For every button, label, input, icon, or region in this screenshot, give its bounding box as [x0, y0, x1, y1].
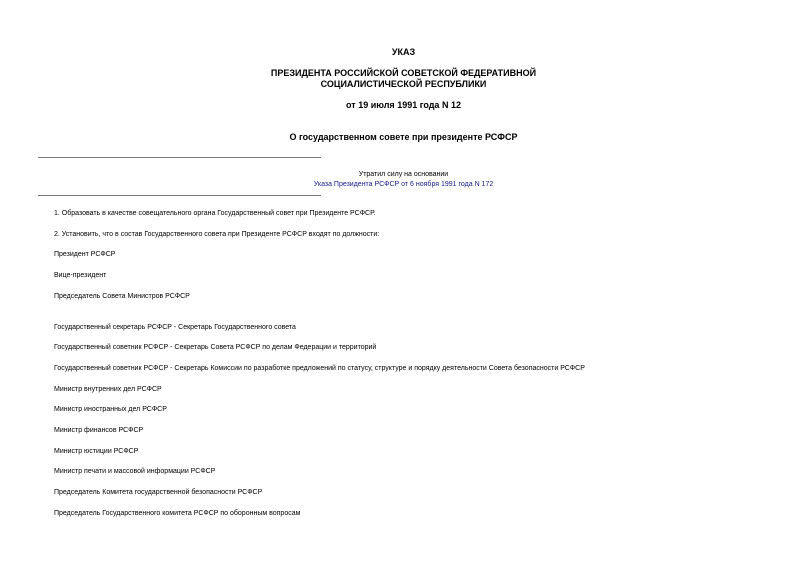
- member-list-item: Президент РСФСР: [54, 251, 116, 258]
- member-list-item: Вице-президент: [54, 272, 107, 279]
- member-list-item: Государственный советник РСФСР - Секретарь Совета РСФСР по делам Федерации и территорий: [54, 344, 377, 351]
- member-list-item: Министр финансов РСФСР: [54, 427, 144, 434]
- repeal-decree-link[interactable]: Указа Президента РСФСР от 6 ноября 1991 года N 172: [313, 181, 494, 188]
- divider-top: [38, 157, 321, 158]
- member-list-item: Министр иностранных дел РСФСР: [54, 406, 167, 413]
- status-note: Утратил силу на основании: [358, 171, 449, 178]
- issuer-line-1: ПРЕЗИДЕНТА РОССИЙСКОЙ СОВЕТСКОЙ ФЕДЕРАТИВНОЙ: [270, 68, 537, 78]
- document-date: от 19 июля 1991 года N 12: [346, 100, 461, 110]
- member-list-item: Министр печати и массовой информации РСФСР: [54, 468, 216, 475]
- issuer-heading: [0, 68, 807, 90]
- member-list-item: Министр юстиции РСФСР: [54, 448, 139, 455]
- member-list-item: Министр внутренних дел РСФСР: [54, 386, 162, 393]
- document-title: О государственном совете при президенте РСФСР: [289, 132, 518, 142]
- paragraph-1: 1. Образовать в качестве совещательного органа Государственный совет при Президенте РСФСР.: [54, 210, 376, 217]
- member-list-item: Председатель Государственного комитета РСФСР по оборонным вопросам: [54, 510, 301, 517]
- member-list-item: Председатель Комитета государственной безопасности РСФСР: [54, 489, 263, 496]
- member-list-item: Государственный секретарь РСФСР - Секретарь Государственного совета: [54, 324, 296, 331]
- document-type-heading: УКАЗ: [391, 47, 416, 57]
- divider-bottom: [38, 195, 321, 196]
- issuer-line-2: СОЦИАЛИСТИЧЕСКОЙ РЕСПУБЛИКИ: [320, 79, 487, 89]
- member-list-item: Государственный советник РСФСР - Секретарь Комиссии по разработке предложений по статусу, структуре и порядку деятельности Совета безопасности РСФСР: [54, 365, 585, 372]
- member-list-item: Председатель Совета Министров РСФСР: [54, 293, 190, 300]
- paragraph-2: 2. Установить, что в состав Государственного совета при Президенте РСФСР входят по должности:: [54, 231, 380, 238]
